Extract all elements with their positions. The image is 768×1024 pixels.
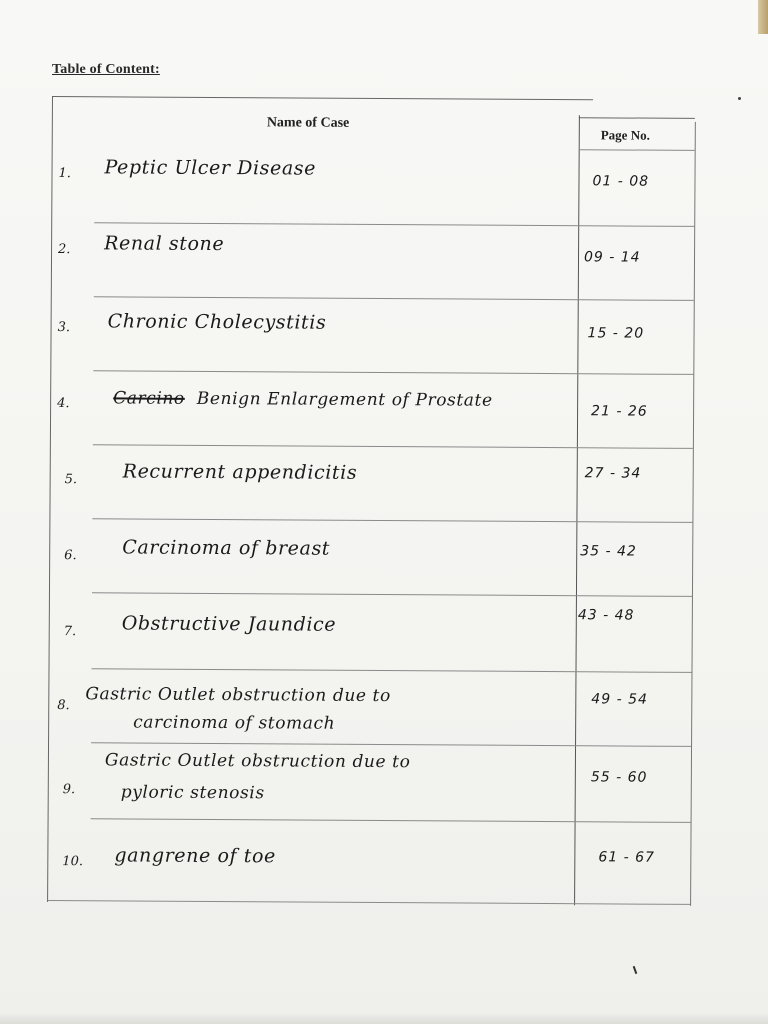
- table-bottom-border: [48, 900, 690, 905]
- page-corner-mark: [758, 0, 768, 34]
- entry-title: gangrene of toe: [114, 844, 277, 868]
- column-divider: [574, 115, 580, 905]
- row-separator: [91, 668, 691, 673]
- table-top-border: [53, 96, 593, 100]
- entry-title: Carcinoma of breast: [122, 536, 331, 560]
- row-separator: [94, 222, 694, 227]
- table-right-border: [690, 122, 696, 906]
- entry-pages: 55 - 60: [590, 769, 648, 786]
- header-name-of-case: Name of Case: [266, 115, 350, 131]
- entry-number: 10.: [62, 854, 84, 870]
- entry-title: Gastric Outlet obstruction due to: [104, 750, 411, 773]
- entry-title: Recurrent appendicitis: [122, 460, 358, 484]
- entry-pages: 21 - 26: [591, 403, 648, 420]
- entry-pages: 01 - 08: [592, 173, 650, 190]
- entry-number: 3.: [57, 320, 71, 336]
- entry-number: 1.: [58, 166, 71, 182]
- entry-number: 8.: [57, 698, 70, 714]
- entry-pages: 61 - 67: [598, 849, 656, 866]
- entry-pages: 49 - 54: [591, 691, 648, 708]
- entry-title: Peptic Ulcer Disease: [104, 156, 317, 180]
- entry-pages: 43 - 48: [577, 607, 635, 624]
- entry-number: 4.: [57, 396, 70, 412]
- entry-pages: 27 - 34: [584, 465, 642, 482]
- row-separator: [94, 296, 694, 301]
- entry-title-line2: carcinoma of stomach: [133, 712, 336, 734]
- entry-number: 5.: [64, 472, 78, 488]
- entry-title: Chronic Cholecystitis: [107, 310, 327, 334]
- entry-title: Gastric Outlet obstruction due to: [85, 684, 391, 707]
- entry-pages: 35 - 42: [580, 543, 637, 560]
- row-separator: [93, 370, 693, 375]
- page-bottom-edge: [0, 1014, 768, 1024]
- entry-title: Benign Enlargement of Prostate: [196, 388, 493, 411]
- row-separator: [92, 592, 692, 597]
- entry-title: Renal stone: [104, 232, 225, 256]
- ink-tick-mark: [633, 966, 638, 974]
- entry-number: 6.: [64, 548, 77, 564]
- entry-title-row: [113, 388, 493, 410]
- row-separator: [91, 742, 691, 747]
- ink-dot: [738, 97, 741, 100]
- row-separator: [91, 818, 691, 823]
- entry-title-line2: pyloric stenosis: [120, 782, 265, 804]
- header-page-no: Page No.: [600, 127, 650, 143]
- entry-title: Obstructive Jaundice: [121, 612, 337, 636]
- entry-number: 2.: [58, 242, 71, 258]
- struck-word: Carcino: [113, 388, 185, 409]
- toc-table: [47, 96, 703, 906]
- page-heading: Table of Content:: [52, 62, 160, 77]
- table-top-border-right: [579, 117, 695, 119]
- entry-number: 7.: [63, 624, 77, 640]
- entry-pages: 09 - 14: [583, 249, 641, 266]
- row-separator: [92, 518, 692, 523]
- entry-pages: 15 - 20: [587, 325, 645, 342]
- row-separator: [93, 444, 693, 449]
- entry-number: 9.: [62, 782, 76, 798]
- header-separator: [579, 149, 695, 151]
